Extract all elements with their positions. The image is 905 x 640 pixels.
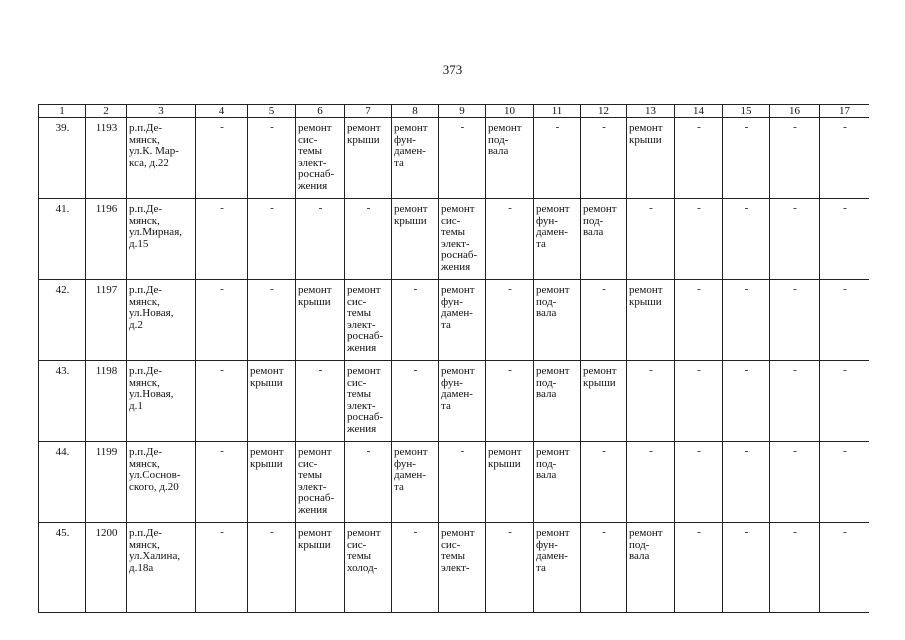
work-cell: -: [248, 118, 296, 199]
work-cell: -: [675, 361, 723, 442]
work-cell: -: [820, 523, 870, 613]
work-cell: -: [248, 280, 296, 361]
column-header: 14: [675, 105, 723, 118]
page-number: 373: [442, 62, 463, 77]
column-header: 17: [820, 105, 870, 118]
column-header: 16: [770, 105, 820, 118]
work-cell: -: [439, 118, 486, 199]
work-cell: -: [486, 523, 534, 613]
work-cell: -: [296, 199, 345, 280]
work-cell: -: [723, 199, 770, 280]
work-cell: -: [820, 361, 870, 442]
work-cell: -: [345, 442, 392, 523]
work-cell: -: [196, 523, 248, 613]
work-cell: -: [820, 118, 870, 199]
column-header: 11: [534, 105, 581, 118]
column-header: 3: [127, 105, 196, 118]
work-cell: ремонт фун- дамен- та: [439, 361, 486, 442]
work-cell: ремонт фун- дамен- та: [534, 199, 581, 280]
header-row: [39, 105, 870, 118]
work-cell: -: [581, 280, 627, 361]
work-cell: ремонт под- вала: [581, 199, 627, 280]
work-cell: -: [627, 361, 675, 442]
table-body: [39, 118, 870, 613]
repair-schedule-table-container: [38, 104, 869, 640]
work-cell: -: [723, 361, 770, 442]
work-cell: ремонт крыши: [627, 118, 675, 199]
work-cell: -: [196, 118, 248, 199]
work-cell: -: [770, 118, 820, 199]
building-id-cell: 1198: [86, 361, 127, 442]
work-cell: -: [675, 199, 723, 280]
work-cell: ремонт под- вала: [534, 361, 581, 442]
work-cell: -: [627, 442, 675, 523]
work-cell: -: [627, 199, 675, 280]
work-cell: -: [770, 280, 820, 361]
work-cell: ремонт фун- дамен- та: [534, 523, 581, 613]
work-cell: ремонт крыши: [296, 280, 345, 361]
work-cell: -: [581, 523, 627, 613]
work-cell: ремонт под- вала: [486, 118, 534, 199]
work-cell: ремонт крыши: [581, 361, 627, 442]
column-header: 10: [486, 105, 534, 118]
row-number-cell: 44.: [39, 442, 86, 523]
address-cell: р.п.Де- мянск, ул.Мирная, д.15: [127, 199, 196, 280]
work-cell: ремонт под- вала: [627, 523, 675, 613]
building-id-cell: 1199: [86, 442, 127, 523]
work-cell: -: [196, 280, 248, 361]
work-cell: -: [820, 280, 870, 361]
row-number-cell: 42.: [39, 280, 86, 361]
work-cell: ремонт фун- дамен- та: [439, 280, 486, 361]
work-cell: -: [486, 361, 534, 442]
work-cell: ремонт сис- темы элект- роснаб- жения: [296, 118, 345, 199]
work-cell: ремонт сис- темы элект- роснаб- жения: [439, 199, 486, 280]
row-number-cell: 39.: [39, 118, 86, 199]
table-row: [39, 361, 870, 442]
table-row: [39, 523, 870, 613]
column-header: 12: [581, 105, 627, 118]
work-cell: -: [675, 118, 723, 199]
work-cell: -: [196, 199, 248, 280]
work-cell: -: [723, 442, 770, 523]
address-cell: р.п.Де- мянск, ул.Халина, д.18а: [127, 523, 196, 613]
work-cell: ремонт под- вала: [534, 280, 581, 361]
work-cell: ремонт сис- темы холод-: [345, 523, 392, 613]
work-cell: -: [820, 199, 870, 280]
column-header: 13: [627, 105, 675, 118]
work-cell: ремонт крыши: [627, 280, 675, 361]
work-cell: -: [770, 199, 820, 280]
work-cell: ремонт крыши: [248, 361, 296, 442]
work-cell: -: [820, 442, 870, 523]
work-cell: -: [248, 523, 296, 613]
work-cell: ремонт фун- дамен- та: [392, 442, 439, 523]
column-header: 7: [345, 105, 392, 118]
work-cell: ремонт фун- дамен- та: [392, 118, 439, 199]
work-cell: ремонт крыши: [392, 199, 439, 280]
work-cell: -: [770, 442, 820, 523]
row-number-cell: 43.: [39, 361, 86, 442]
work-cell: ремонт под- вала: [534, 442, 581, 523]
address-cell: р.п.Де- мянск, ул.Новая, д.1: [127, 361, 196, 442]
row-number-cell: 45.: [39, 523, 86, 613]
table-row: [39, 118, 870, 199]
building-id-cell: 1197: [86, 280, 127, 361]
repair-schedule-table: [38, 104, 869, 613]
column-header: 4: [196, 105, 248, 118]
work-cell: -: [196, 361, 248, 442]
address-cell: р.п.Де- мянск, ул.К. Мар- кса, д.22: [127, 118, 196, 199]
work-cell: -: [723, 118, 770, 199]
work-cell: -: [770, 523, 820, 613]
table-row: [39, 442, 870, 523]
column-header: 2: [86, 105, 127, 118]
row-number-cell: 41.: [39, 199, 86, 280]
table-row: [39, 280, 870, 361]
work-cell: -: [248, 199, 296, 280]
column-header: 1: [39, 105, 86, 118]
building-id-cell: 1200: [86, 523, 127, 613]
work-cell: ремонт крыши: [248, 442, 296, 523]
work-cell: ремонт сис- темы элект- роснаб- жения: [345, 361, 392, 442]
column-header: 6: [296, 105, 345, 118]
work-cell: -: [296, 361, 345, 442]
address-cell: р.п.Де- мянск, ул.Соснов- ского, д.20: [127, 442, 196, 523]
work-cell: -: [675, 442, 723, 523]
work-cell: -: [675, 280, 723, 361]
work-cell: -: [675, 523, 723, 613]
work-cell: -: [392, 361, 439, 442]
work-cell: ремонт крыши: [486, 442, 534, 523]
work-cell: -: [196, 442, 248, 523]
work-cell: ремонт крыши: [296, 523, 345, 613]
work-cell: -: [723, 280, 770, 361]
work-cell: -: [581, 442, 627, 523]
work-cell: -: [581, 118, 627, 199]
work-cell: -: [439, 442, 486, 523]
work-cell: ремонт сис- темы элект-: [439, 523, 486, 613]
work-cell: -: [392, 523, 439, 613]
work-cell: -: [534, 118, 581, 199]
work-cell: -: [723, 523, 770, 613]
work-cell: -: [392, 280, 439, 361]
address-cell: р.п.Де- мянск, ул.Новая, д.2: [127, 280, 196, 361]
building-id-cell: 1193: [86, 118, 127, 199]
column-header: 9: [439, 105, 486, 118]
work-cell: ремонт сис- темы элект- роснаб- жения: [296, 442, 345, 523]
work-cell: -: [345, 199, 392, 280]
work-cell: -: [770, 361, 820, 442]
column-header: 8: [392, 105, 439, 118]
table-row: [39, 199, 870, 280]
work-cell: -: [486, 280, 534, 361]
work-cell: ремонт крыши: [345, 118, 392, 199]
building-id-cell: 1196: [86, 199, 127, 280]
column-header: 5: [248, 105, 296, 118]
work-cell: ремонт сис- темы элект- роснаб- жения: [345, 280, 392, 361]
column-header: 15: [723, 105, 770, 118]
work-cell: -: [486, 199, 534, 280]
